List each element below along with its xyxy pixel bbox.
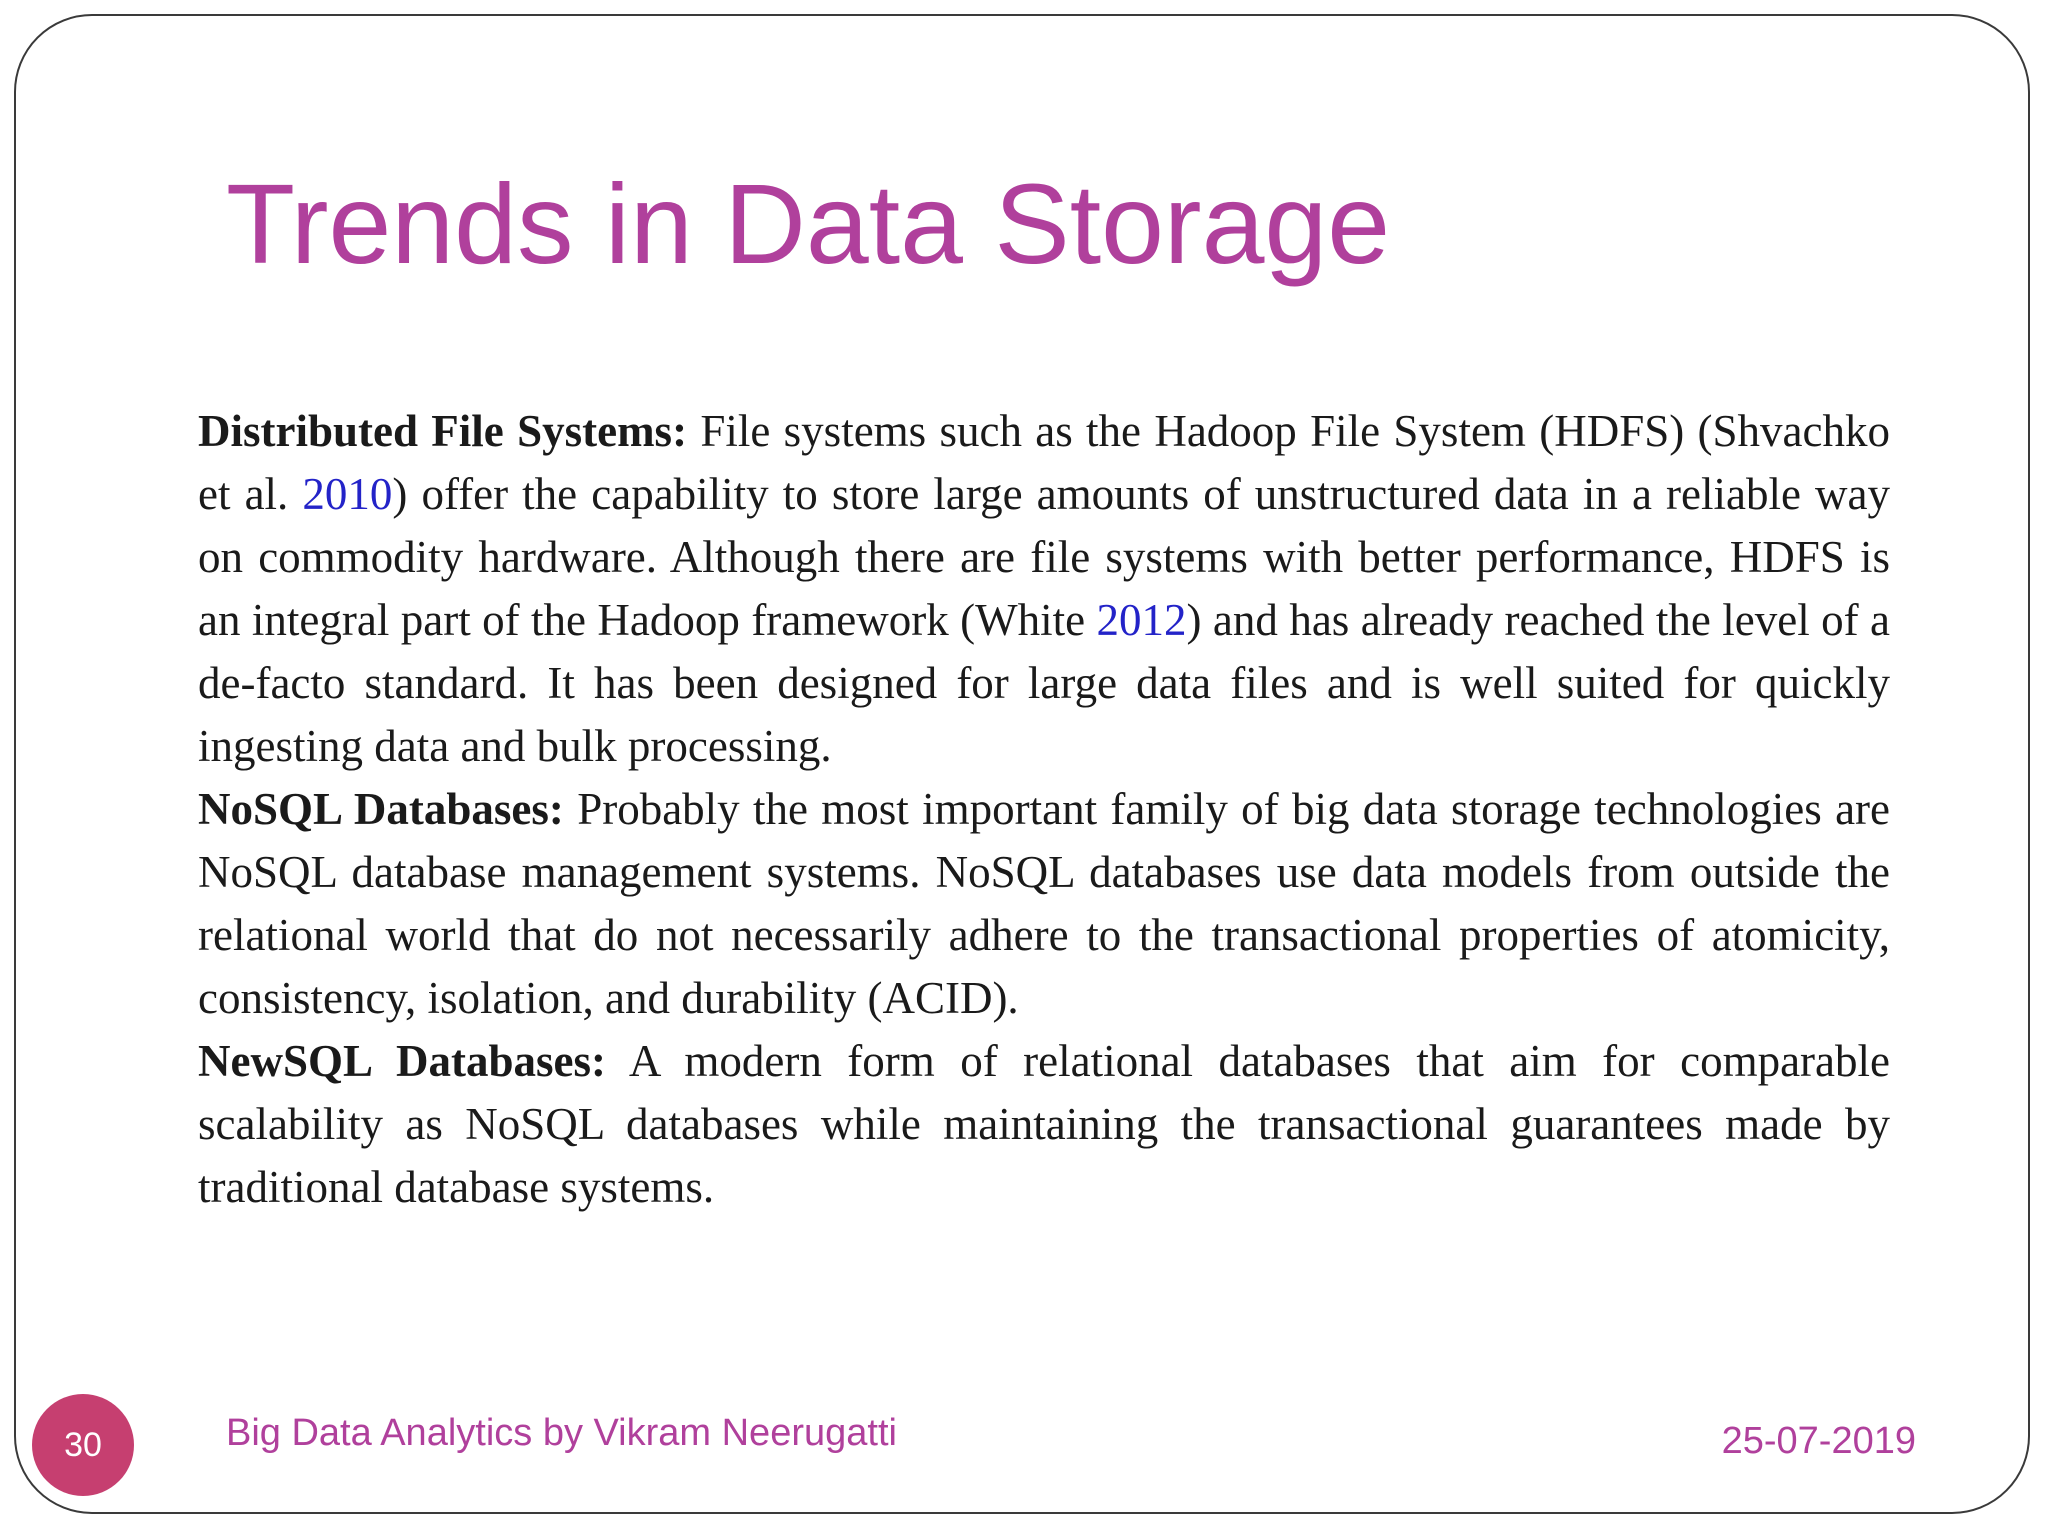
dfs-text-3: ) and has already reached the level of a de-facto standard. It has been designed for large data files and is well suited for quickly ingesting data and bulk processing. [198,595,1890,771]
slide-title: Trends in Data Storage [226,161,1391,287]
footer-date: 25-07-2019 [1721,1420,1916,1462]
dfs-text-1: File systems such as the Hadoop File System (HDFS) (Shvachko et al. [198,406,1890,519]
term-newsql-databases: NewSQL Databases: [198,1036,606,1086]
nosql-text: Probably the most important family of big data storage technologies are NoSQL database management systems. NoSQL databases use data models from outside the relational world that do not necessarily adhere to the transactional properties of atomicity, consistency, isolation, and durability (ACID). [198,784,1890,1023]
newsql-text: A modern form of relational databases that aim for comparable scalability as NoSQL databases while maintaining the transactional guarantees made by traditional database systems. [198,1036,1890,1212]
slide-number-badge: 30 [32,1394,134,1496]
paragraph-nosql-databases [198,778,1890,1030]
citation-link-2012[interactable]: 2012 [1096,595,1187,645]
term-nosql-databases: NoSQL Databases: [198,784,564,834]
dfs-text-2: ) offer the capability to store large amounts of unstructured data in a reliable way on commodity hardware. Although there are file systems with better performance, HDFS is an integral part of the Hadoop framework (White [198,469,1890,645]
footer-author-text: Big Data Analytics by Vikram Neerugatti [226,1412,897,1454]
slide-body-text [198,400,1890,1219]
paragraph-distributed-file-systems [198,400,1890,778]
paragraph-newsql-databases [198,1030,1890,1219]
term-distributed-file-systems: Distributed File Systems: [198,406,688,456]
citation-link-2010[interactable]: 2010 [302,469,393,519]
